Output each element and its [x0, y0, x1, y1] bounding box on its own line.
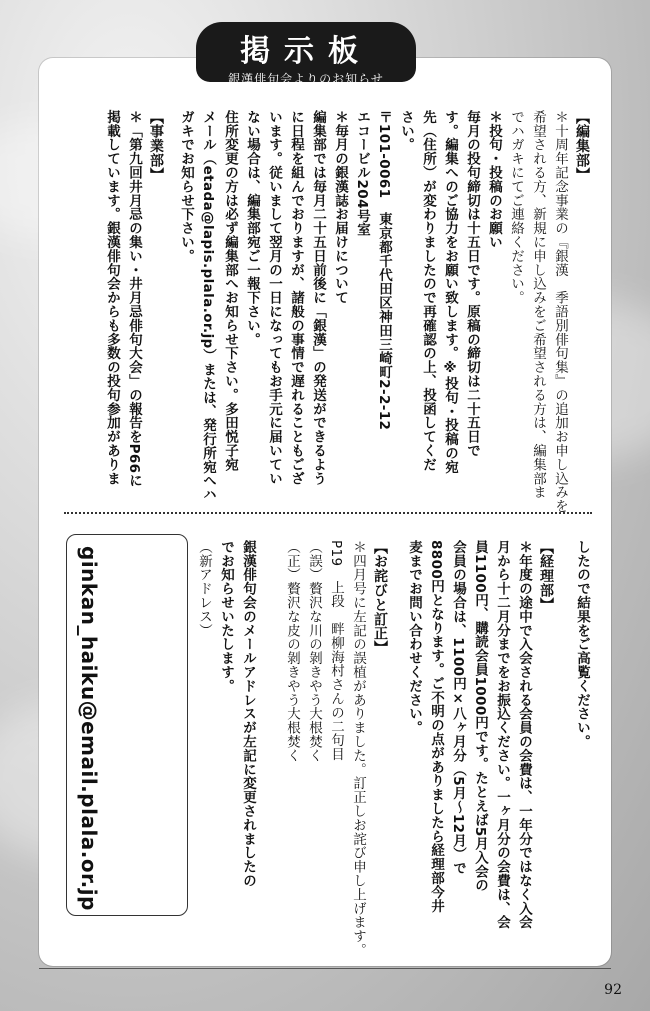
- lower-section: [194, 540, 592, 957]
- upper-section: [102, 110, 592, 514]
- treasury-line: 麦までお問い合わせください。: [406, 540, 422, 735]
- editorial-line: メール（etada@lapis.plala.or.jp）または、発行所宛へハ: [200, 110, 216, 502]
- editorial-line: に日程を組んでおりますが、諸般の事情で遅れることもござ: [288, 110, 304, 486]
- editorial-line: 希望される方、新規に申し込みをご希望される方は、編集部ま: [530, 110, 546, 500]
- page-baseline: [39, 968, 611, 969]
- email-address[interactable]: ginkan_haiku@email.plala.or.jp: [77, 546, 101, 911]
- treasury-line: 8800円となります。ご不明の点がありましたら経理部今井: [428, 540, 444, 913]
- office-line: ＊「第九回井月忌の集い・井月忌俳句大会」の報告をP66に: [126, 110, 142, 488]
- section-divider: [64, 512, 592, 514]
- editorial-line: います。従いまして翌月の一日になってもお手元に届いてい: [266, 110, 282, 486]
- editorial-line: す。編集へのご協力をお願い致します。※投句・投稿の宛: [442, 110, 458, 474]
- editorial-line: ＊十周年記念事業の『銀漢 季語別俳句集』の追加お申し込みを: [552, 110, 568, 514]
- mail-notice-line: 銀漢俳句会のメールアドレスが左記に変更されましたの: [240, 540, 256, 888]
- page-number: 92: [604, 982, 622, 998]
- editorial-line: 先（住所）が変わりましたので再確認の上、投函してくだ: [420, 110, 436, 472]
- editorial-line: ＊毎月の銀漢誌お届けについて: [332, 110, 348, 305]
- editorial-line: でハガキにてご連絡ください。: [508, 110, 524, 305]
- office-line: 掲載しています。銀漢俳句会からも多数の投句参加がありま: [104, 110, 120, 486]
- editorial-line: ガキでお知らせ下さい。: [178, 110, 194, 263]
- apology-line: （正）贅沢な皮の剝きやう大根焚く: [284, 540, 300, 763]
- bulletin-subtitle: 銀漢俳句会よりのお知らせ: [228, 72, 384, 86]
- editorial-line: さい。: [398, 110, 414, 152]
- editorial-line: 住所変更の方は必ず編集部へお知らせ下さい。多田悦子宛: [222, 110, 238, 472]
- editorial-line: 毎月の投句締切は十五日です。原稿の締切は二十五日で: [464, 110, 480, 458]
- editorial-address: 〒101-0061 東京都千代田区神田三崎町2-2-12: [376, 110, 392, 431]
- apology-line: （誤）贅沢な川の剝きやう大根焚く: [306, 540, 322, 763]
- editorial-line: 編集部では毎月二十五日前後に「銀漢」の発送ができるよう: [310, 110, 326, 486]
- treasury-line: 員1100円、購読会員1000円です。たとえば5月入会の: [472, 540, 488, 893]
- treasury-line: ＊年度の途中で入会される会員の会費は、一年分ではなく入会: [516, 540, 532, 930]
- office-heading: 【事業部】: [148, 110, 164, 182]
- treasury-line: 月から十二月分までをお振込ください。一ヶ月分の会費は、会: [494, 540, 510, 930]
- editorial-line: ない場合は、編集部宛ご一報下さい。: [244, 110, 260, 347]
- mail-notice-line: でお知らせいたします。: [218, 540, 234, 693]
- apology-line: P19 上段 畔柳海村さんの二句目: [328, 540, 344, 762]
- editorial-heading: 【編集部】: [574, 110, 590, 182]
- mail-notice-label: （新アドレス）: [196, 540, 212, 638]
- bulletin-title: 掲示板: [240, 34, 372, 69]
- bulletin-header: [196, 22, 416, 86]
- editorial-address: エコービル204号室: [354, 110, 370, 237]
- treasury-heading: 【経理部】: [538, 540, 554, 612]
- apology-heading: 【お詫びと訂正】: [372, 540, 388, 656]
- treasury-line: 会員の場合は、1100円×八ヶ月分（5月～12月）で: [450, 540, 466, 876]
- editorial-line: ＊投句・投稿のお願い: [486, 110, 502, 249]
- office-continuation: したので結果をご高覧ください。: [574, 540, 590, 749]
- apology-line: ＊四月号に左記の誤植がありました。訂正しお詫び申し上げます。: [350, 540, 366, 957]
